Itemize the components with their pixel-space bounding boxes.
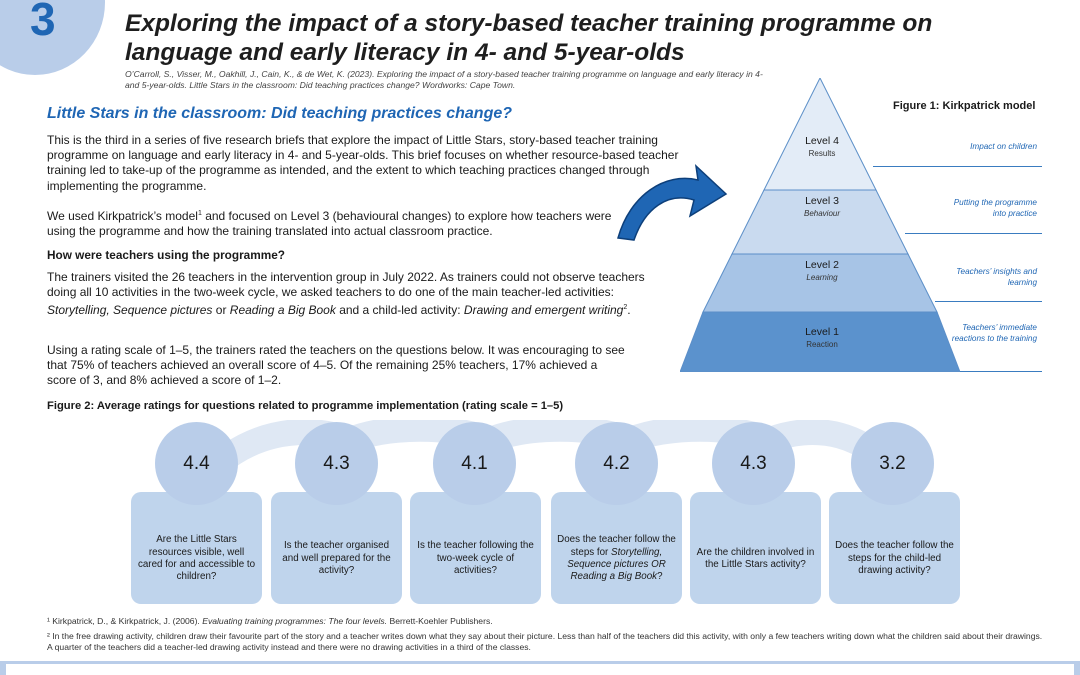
ratings-paragraph: Using a rating scale of 1–5, the trainers rated the teachers on the questions below. It was encouraging to see that 75% of teachers achieved an overall score of 4–5. Of the remaining 25% teachers, 17% achieved a score of 3, and 8% achieved a score of 1–2. — [47, 343, 625, 388]
rating-score-3: 4.1 — [433, 422, 516, 505]
rating-question-2: Is the teacher organised and well prepared for the activity? — [282, 540, 391, 577]
rating-card-3 — [410, 492, 541, 604]
figure1-caption: Figure 1: Kirkpatrick model — [893, 100, 1036, 112]
rating-score-1: 4.4 — [155, 422, 238, 505]
connector-ribbon — [150, 420, 950, 500]
rating-question-1: Are the Little Stars resources visible, well cared for and accessible to children? — [137, 534, 256, 583]
rating-card-4 — [551, 492, 682, 604]
footnote-1-title: Evaluating training programmes: The four levels. — [202, 616, 388, 626]
footnote-1 — [47, 616, 1047, 627]
page-title: Exploring the impact of a story-based teacher training programme on language and early literacy in 4- and 5-year-olds — [125, 10, 933, 66]
bottom-border-inner — [6, 664, 1074, 675]
level-3-side-label: Putting the programme into practice — [953, 198, 1037, 218]
level-1-title: Level 1 — [805, 326, 839, 338]
rating-question-4-lead: Does the teacher follow the steps for — [557, 534, 676, 558]
model-paragraph-lead: We used Kirkpatrick’s model — [47, 209, 198, 223]
intro-paragraph: This is the third in a series of five research briefs that explore the impact of Little Stars, story-based teacher training programme on language and early literacy in 4- and 5-year-olds. This brief focuses on whether resource-based teacher training led to take-up of the programme as intended, and the extent to which teaching practices changed through implementing the programme. — [47, 133, 679, 193]
footnote-ref-1: 1 — [197, 210, 202, 217]
rating-card-6 — [829, 492, 960, 604]
model-paragraph-rest: and focused on Level 3 (behavioural changes) to explore how teachers were using the programme and how the training translated into actual classroom practice. — [47, 209, 612, 239]
footnote-2: ² In the free drawing activity, children draw their favourite part of the story and a teacher writes down what they say about their picture. Less than half of the teachers did this activity, with only a few teachers writing down what the children said about their drawings. A quarter of the teachers did a teacher-led drawing activity instead and there were no drawing activities in a third of the classes. — [47, 631, 1043, 652]
subheading: How were teachers using the programme? — [47, 248, 285, 262]
rating-question-3: Is the teacher following the two-week cycle of activities? — [417, 540, 534, 577]
rating-score-5: 4.3 — [712, 422, 795, 505]
rating-card-5 — [690, 492, 821, 604]
footnote-1-mark: ¹ — [47, 616, 50, 626]
level-4-side-label: Impact on children — [970, 142, 1037, 151]
model-paragraph — [47, 206, 622, 239]
level-1-subtitle: Reaction — [806, 340, 838, 349]
rating-score-6: 3.2 — [851, 422, 934, 505]
visits-lead: The trainers visited the 26 teachers in the intervention group in July 2022. As trainers could not observe teachers doing all 10 activities in the two-week cycle, we asked teachers to do one of the main teacher-led activities: — [47, 270, 645, 300]
rating-question-6: Does the teacher follow the steps for the child-led drawing activity? — [835, 540, 954, 577]
level-3-subtitle: Behaviour — [803, 209, 841, 218]
visits-mid: and a child-led activity: — [335, 303, 464, 318]
activity-teacher-led: Storytelling, Sequence pictures — [47, 303, 213, 318]
pyramid-level-4 — [764, 78, 876, 190]
rating-score-2: 4.3 — [295, 422, 378, 505]
level-2-divider — [935, 301, 1042, 302]
level-2-title: Level 2 — [805, 259, 839, 271]
section-heading: Little Stars in the classroom: Did teaching practices change? — [47, 105, 513, 122]
footnote-1-publisher: Berrett-Koehler Publishers. — [387, 616, 493, 626]
level-1-divider — [960, 371, 1042, 372]
activity-big-book: Reading a Big Book — [229, 303, 336, 318]
rating-question-5: Are the children involved in the Little Stars activity? — [696, 546, 815, 570]
citation: O’Carroll, S., Visser, M., Oakhill, J., Cain, K., & de Wet, K. (2023). Exploring the impact of a story-based teacher training programme on language and early literacy in 4- and 5-year-olds. Little Stars in the classroom: Did teaching practices change? Wordworks: Cape Town. — [125, 69, 763, 90]
rating-card-1 — [131, 492, 262, 604]
footnote-ref-2: 2 — [623, 304, 628, 312]
level-4-title: Level 4 — [805, 135, 839, 147]
level-1-side-label: Teachers’ immediate reactions to the training — [951, 323, 1037, 343]
rating-question-4 — [557, 520, 676, 598]
level-3-title: Level 3 — [805, 195, 839, 207]
level-2-side-label: Teachers’ insights and learning — [956, 267, 1037, 287]
footnote-1-lead: Kirkpatrick, D., & Kirkpatrick, J. (2006). — [49, 616, 203, 626]
rating-question-4-end: ? — [657, 571, 663, 583]
figure2-caption: Figure 2: Average ratings for questions related to programme implementation (rating scale = 1–5) — [47, 400, 564, 412]
level-3-divider — [905, 233, 1042, 234]
rating-question-4-italic: Storytelling, Sequence pictures OR Reading a Big Book — [567, 546, 666, 583]
activity-child-led: Drawing and emergent writing — [463, 303, 624, 318]
rating-score-4: 4.2 — [575, 422, 658, 505]
section-number: 3 — [30, 0, 56, 45]
level-4-subtitle: Results — [808, 149, 836, 158]
rating-card-2 — [271, 492, 402, 604]
visits-or: or — [212, 303, 230, 318]
level-4-divider — [873, 166, 1042, 167]
visits-paragraph — [47, 270, 647, 319]
level-2-subtitle: Learning — [806, 273, 838, 282]
visits-end: . — [627, 303, 631, 318]
